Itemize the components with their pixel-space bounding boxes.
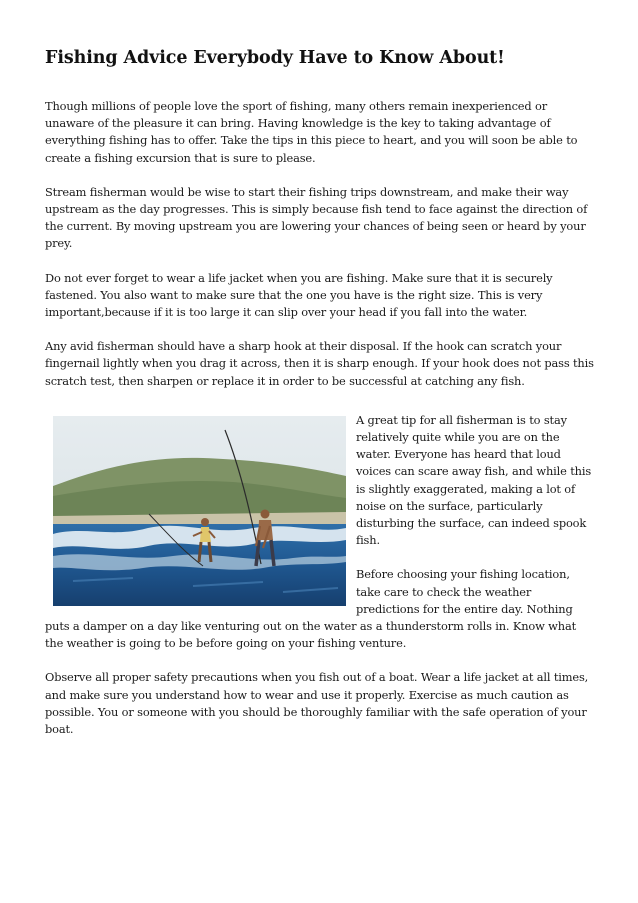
paragraph-stay-quiet: A great tip for all fisherman is to stay relatively quite while you are on the water. Everyone has heard that loud voices can scare away fish, and while this is slightly exaggerated, making a lot of noise on the surface, particularly disturbing the surface, can indeed spook fish. [356,412,592,548]
paragraph-sharp-hook: Any avid fisherman should have a sharp hook at their disposal. If the hook can scratch your fingernail lightly when you drag it across, then it is sharp enough. If your hook does not pass this scratch test, then sharpen or replace it in order to be successful at catching any fish. [45,339,594,388]
paragraph-stream-fishing: Stream fisherman would be wise to start their fishing trips downstream, and make their way upstream as the day progresses. This is simply because fish tend to face against the direction of the current. By moving upstream you are lowering your chances of being seen or heard by your prey. [45,184,588,251]
paragraph-intro: Though millions of people love the sport of fishing, many others remain inexperienced or unaware of the pleasure it can bring. Having knowledge is the key to taking advantage of everything fishing has to offer. Take the tips in this piece to heart, and you will soon be able to create a fishing excursion that is sure to please. [45,99,578,165]
photo-illustration [53,416,346,606]
paragraph-life-jacket: Do not ever forget to wear a life jacket when you are fishing. Make sure that it is securely fastened. You also want to make sure that the one you have is the right size. This is very important,because if it is too large it can slip over your head if you fall into the water. [45,270,553,320]
figure-section [45,412,594,670]
paragraph-weather: Before choosing your fishing location, take care to check the weather predictions for the entire day. Nothing puts a damper on a day like venturing out on the water as a thunderstorm rolls in. Know what the weather is going to be before going on your fishing venture. [45,567,577,651]
article-title: Fishing Advice Everybody Have to Know About! [45,48,505,68]
surf-fishing-photo [53,416,346,606]
paragraph-boat-safety: Observe all proper safety precautions when you fish out of a boat. Wear a life jacket at all times, and make sure you understand how to wear and use it properly. Exercise as much caution as possible. You or someone with you should be thoroughly familiar with the safe operation of your boat. [45,670,589,737]
